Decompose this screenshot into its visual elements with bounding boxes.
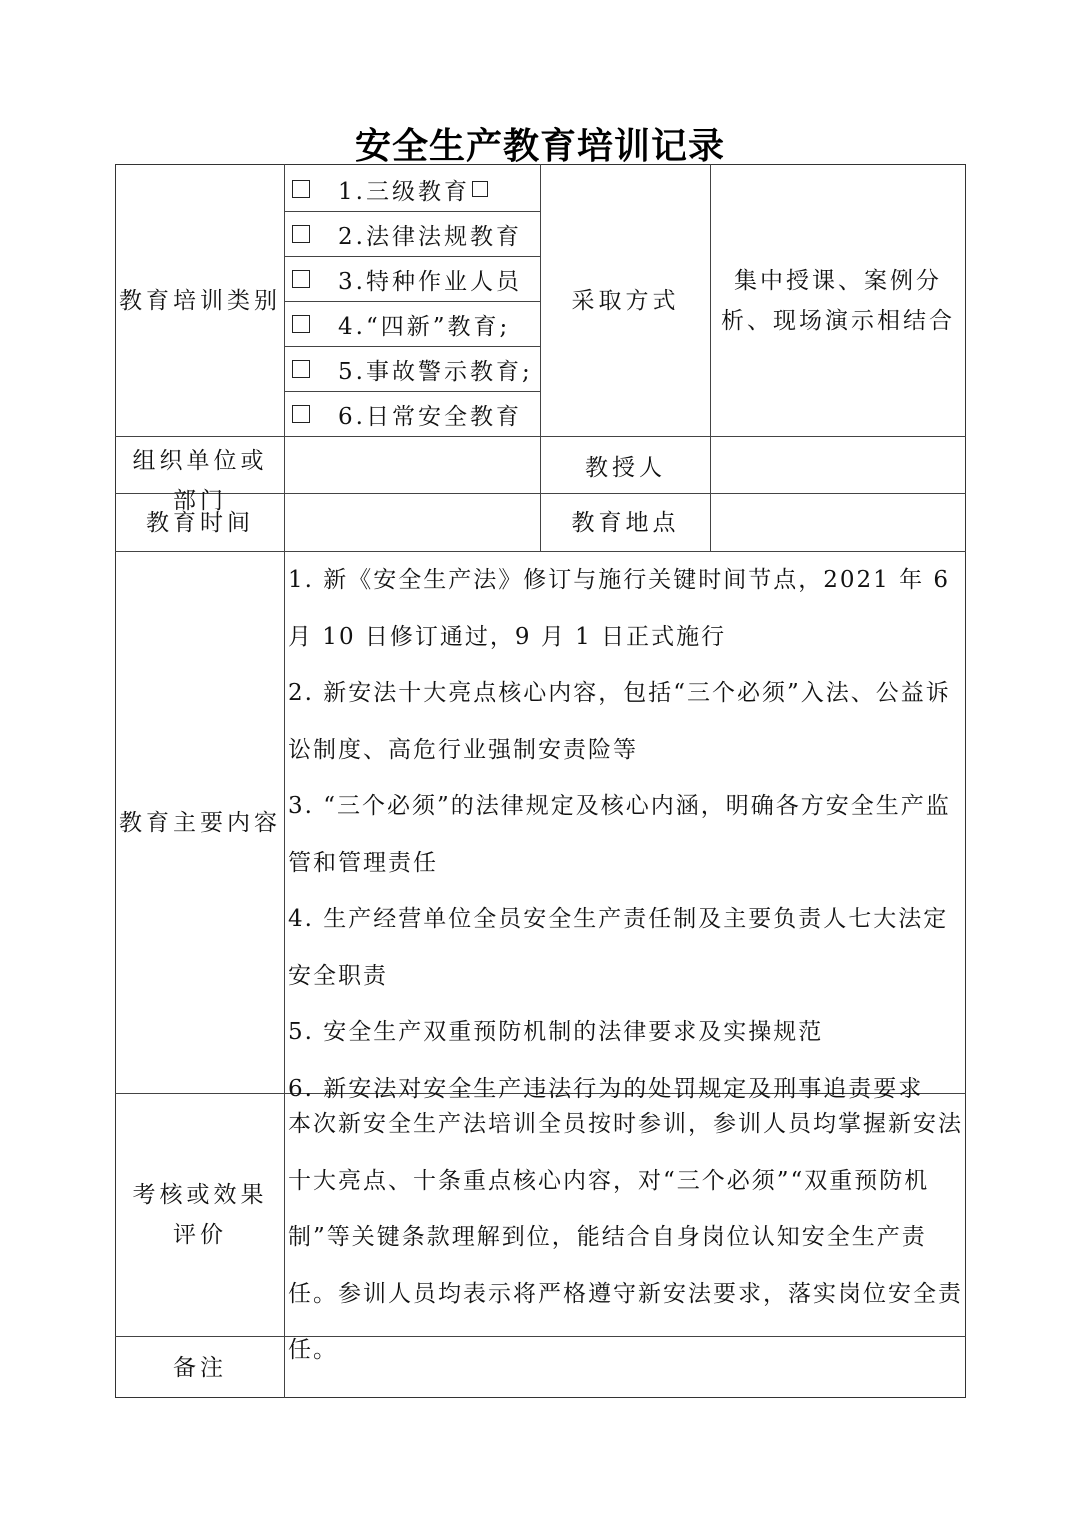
option-row[interactable]	[288, 302, 538, 346]
page-title: 安全生产教育培训记录	[354, 126, 725, 167]
grid-line	[284, 164, 285, 1398]
content-item: 3. “三个必须”的法律规定及核心内涵，明确各方安全生产监管和管理责任	[288, 793, 951, 876]
option-label: 2.法律法规教育	[338, 223, 522, 250]
option-label: 6.日常安全教育	[338, 403, 522, 430]
checkbox-icon[interactable]	[292, 180, 310, 198]
content-item: 6. 新安法对安全生产违法行为的处罚规定及刑事追责要求	[288, 1075, 924, 1102]
option-row[interactable]	[288, 392, 538, 436]
option-label: 5.事故警示教育;	[338, 358, 533, 385]
option-row[interactable]	[288, 347, 538, 391]
label-org	[116, 437, 284, 514]
time-value	[285, 494, 540, 551]
label-time: 教育时间	[146, 509, 254, 536]
label-category: 教育培训类别	[119, 287, 281, 314]
label-method: 采取方式	[571, 287, 680, 314]
option-label: 4.“四新”教育;	[338, 313, 511, 340]
content-item: 1. 新《安全生产法》修订与施行关键时间节点，2021 年 6 月 10 日修订通过，9 月 1 日正式施行	[288, 567, 951, 650]
content-text	[288, 552, 964, 1102]
label-content: 教育主要内容	[119, 809, 281, 836]
option-label: 1.三级教育	[338, 178, 470, 205]
content-item: 5. 安全生产双重预防机制的法律要求及实操规范	[288, 1019, 824, 1045]
label-remarks: 备注	[173, 1354, 227, 1381]
label-evaluation: 考核或效果评价	[132, 1182, 268, 1248]
option-label: 3.特种作业人员	[338, 268, 522, 295]
label-org-text: 组织单位或部门	[132, 448, 268, 514]
evaluation-text	[288, 1096, 964, 1363]
label-teacher: 教授人	[585, 455, 666, 481]
teacher-value	[711, 437, 965, 493]
checkbox-icon[interactable]	[292, 315, 310, 333]
checkbox-icon[interactable]	[292, 360, 310, 378]
option-row[interactable]	[288, 257, 538, 301]
label-place: 教育地点	[571, 509, 680, 536]
org-value	[285, 437, 540, 493]
place-value	[711, 494, 965, 551]
checkbox-icon[interactable]	[292, 225, 310, 243]
evaluation-paragraph: 本次新安全生产法培训全员按时参训，参训人员均掌握新安法十大亮点、十条重点核心内容，对“三个必须”“双重预防机制”等关键条款理解到位，能结合自身岗位认知安全生产责任。参训人员均表示将严格遵守新安法要求，落实岗位安全责任。	[288, 1111, 963, 1363]
method-value: 集中授课、案例分析、现场演示相结合	[721, 267, 955, 334]
option-row[interactable]	[288, 212, 538, 256]
checkbox-icon[interactable]	[292, 405, 310, 423]
checkbox-icon[interactable]	[472, 181, 488, 197]
content-item: 2. 新安法十大亮点核心内容，包括“三个必须”入法、公益诉讼制度、高危行业强制安责险等	[288, 680, 951, 763]
checkbox-icon[interactable]	[292, 270, 310, 288]
option-row[interactable]	[288, 167, 538, 211]
content-item: 4. 生产经营单位全员安全生产责任制及主要负责人七大法定安全职责	[288, 906, 949, 989]
